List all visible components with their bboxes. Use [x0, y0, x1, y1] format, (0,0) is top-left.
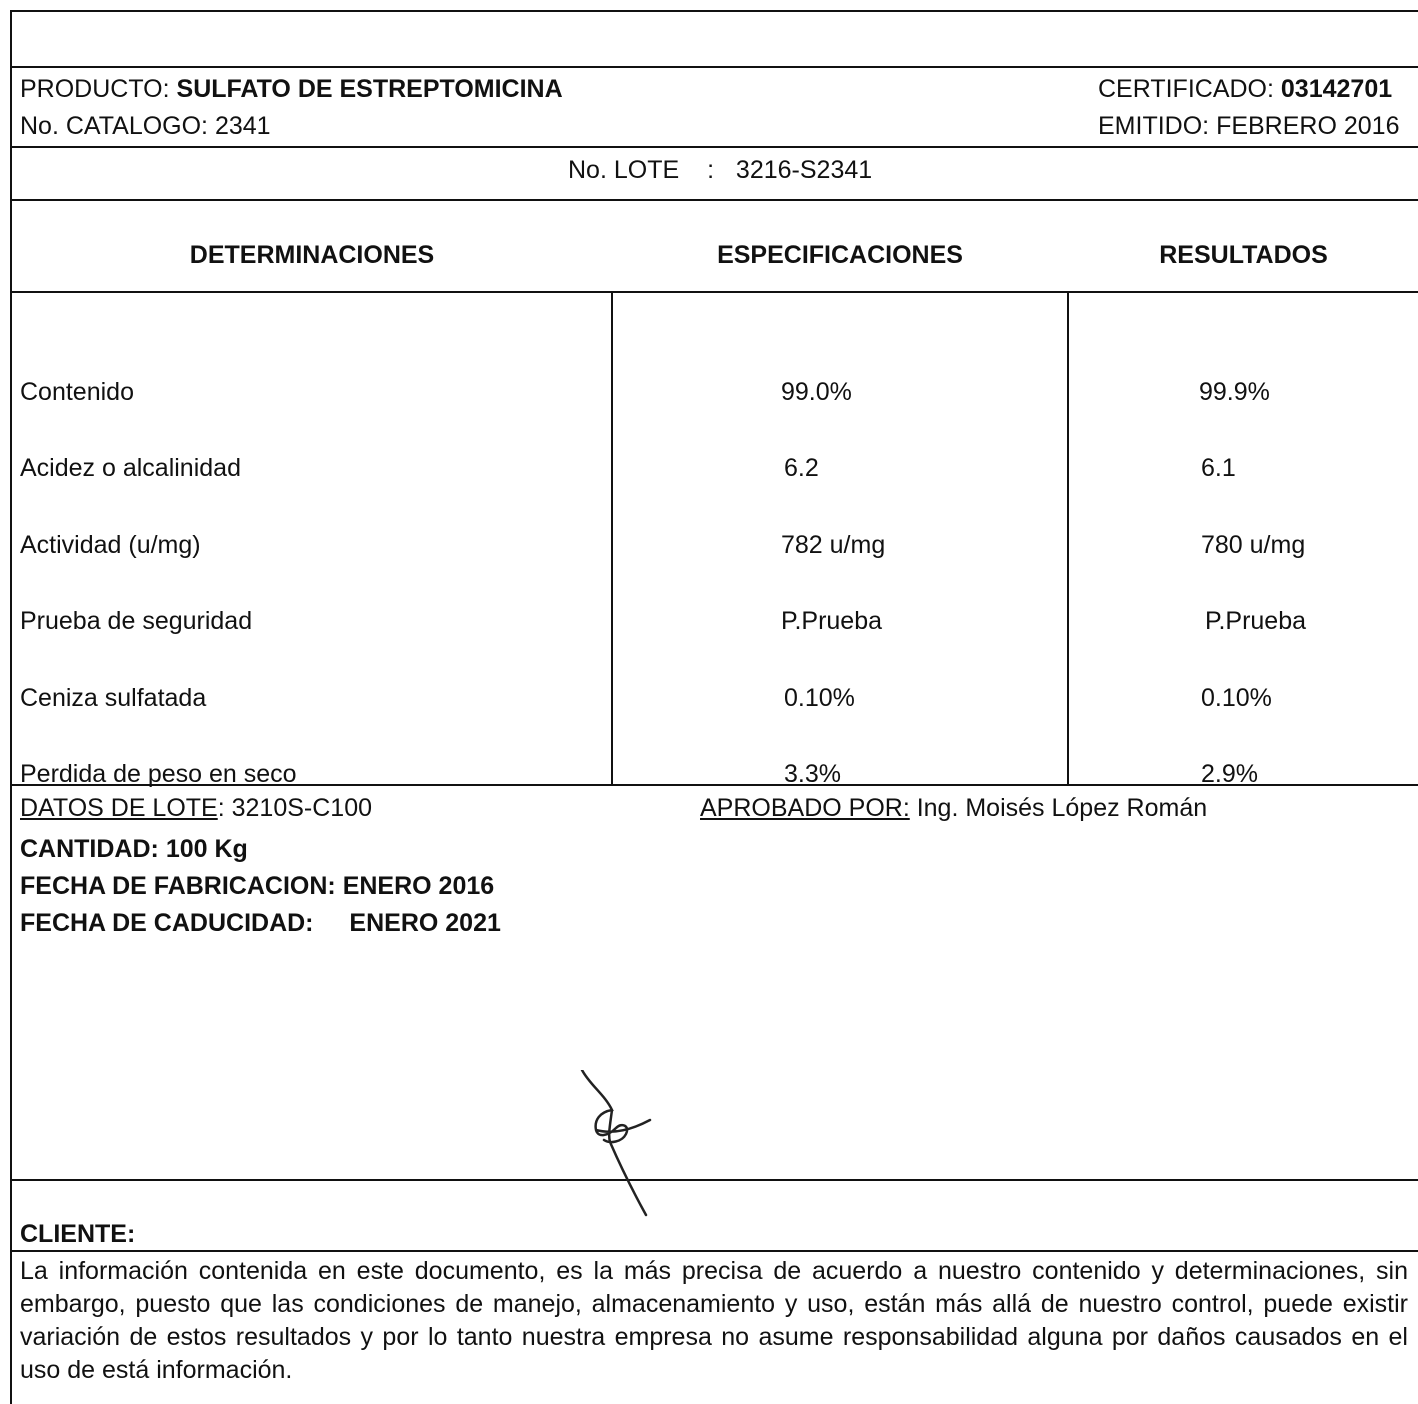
certificate-label: CERTIFICADO:	[1098, 75, 1274, 103]
result-cell: 2.9%	[1201, 760, 1258, 788]
lot-data-line	[20, 793, 372, 823]
result-cell: P.Prueba	[1205, 607, 1307, 635]
rule-header-top	[10, 66, 1418, 68]
column-header-specifications: ESPECIFICACIONES	[717, 241, 963, 269]
expiry-label: FECHA DE CADUCIDAD:	[20, 909, 314, 937]
rule-header-bottom	[10, 146, 1418, 148]
specification-cell: 3.3%	[784, 760, 841, 788]
specification-cell: 99.0%	[781, 378, 852, 406]
rule-lotinfo-bottom	[10, 1179, 1418, 1181]
expiry-line	[20, 908, 501, 938]
quantity: CANTIDAD: 100 Kg	[20, 835, 248, 863]
lot-line	[568, 155, 872, 185]
lot-label: No. LOTE	[568, 156, 680, 184]
client-label: CLIENTE:	[20, 1220, 136, 1248]
lot-separator: :	[707, 156, 715, 184]
specification-cell: 782 u/mg	[781, 531, 886, 559]
result-cell: 780 u/mg	[1201, 531, 1306, 559]
determination-cell: Prueba de seguridad	[20, 607, 253, 635]
disclaimer-text: La información contenida en este documento, es la más precisa de acuerdo a nuestro contenido y determinaciones, sin embargo, puesto que las condiciones de manejo, almacenamiento y uso, están más allá de nuestro control, puede existir variación de estos resultados y por lo tanto nuestra empresa no asume responsabilidad alguna por daños causados en el uso de está información.	[20, 1257, 1408, 1384]
product-line	[20, 74, 563, 104]
manufacture-label: FECHA DE FABRICACION:	[20, 872, 336, 900]
determination-cell: Perdida de peso en seco	[20, 760, 297, 788]
certificate-line	[1098, 74, 1392, 104]
lot-data-value: : 3210S-C100	[217, 794, 373, 822]
result-cell: 99.9%	[1199, 378, 1270, 406]
catalog-label: No. CATALOGO:	[20, 112, 209, 140]
lot-number: 3216-S2341	[735, 156, 873, 184]
col-divider-1	[611, 291, 613, 785]
approved-label: APROBADO POR:	[700, 794, 910, 822]
specification-cell: 6.2	[784, 454, 819, 482]
border-left	[10, 10, 12, 1404]
determination-cell: Contenido	[20, 378, 134, 406]
approved-by: Ing. Moisés López Román	[909, 794, 1208, 822]
determination-cell: Actividad (u/mg)	[20, 531, 201, 559]
expiry-date: ENERO 2021	[349, 909, 501, 937]
issued-label: EMITIDO:	[1098, 112, 1210, 140]
product-name: SULFATO DE ESTREPTOMICINA	[176, 75, 563, 103]
issued-line	[1098, 111, 1399, 141]
determination-cell: Ceniza sulfatada	[20, 684, 207, 712]
manufacture-line	[20, 871, 494, 901]
signature-mark	[560, 1070, 680, 1230]
column-header-results: RESULTADOS	[1159, 241, 1328, 269]
certificate-number: 03142701	[1280, 75, 1393, 103]
product-label: PRODUCTO:	[20, 75, 170, 103]
issued-date: FEBRERO 2016	[1216, 112, 1400, 140]
approved-line	[700, 793, 1207, 823]
rule-client-bottom	[10, 1250, 1418, 1252]
catalog-line	[20, 111, 271, 141]
col-divider-2	[1067, 291, 1069, 785]
specification-cell: 0.10%	[784, 684, 855, 712]
result-cell: 0.10%	[1201, 684, 1272, 712]
border-top	[10, 10, 1418, 12]
specification-cell: P.Prueba	[781, 607, 883, 635]
manufacture-date: ENERO 2016	[342, 872, 495, 900]
result-cell: 6.1	[1201, 454, 1236, 482]
rule-columns-bottom	[10, 291, 1418, 293]
rule-lot-bottom	[10, 199, 1418, 201]
lot-data-label: DATOS DE LOTE	[20, 794, 218, 822]
column-header-determinations: DETERMINACIONES	[189, 241, 435, 269]
determination-cell: Acidez o alcalinidad	[20, 454, 241, 482]
catalog-number: 2341	[214, 112, 271, 140]
